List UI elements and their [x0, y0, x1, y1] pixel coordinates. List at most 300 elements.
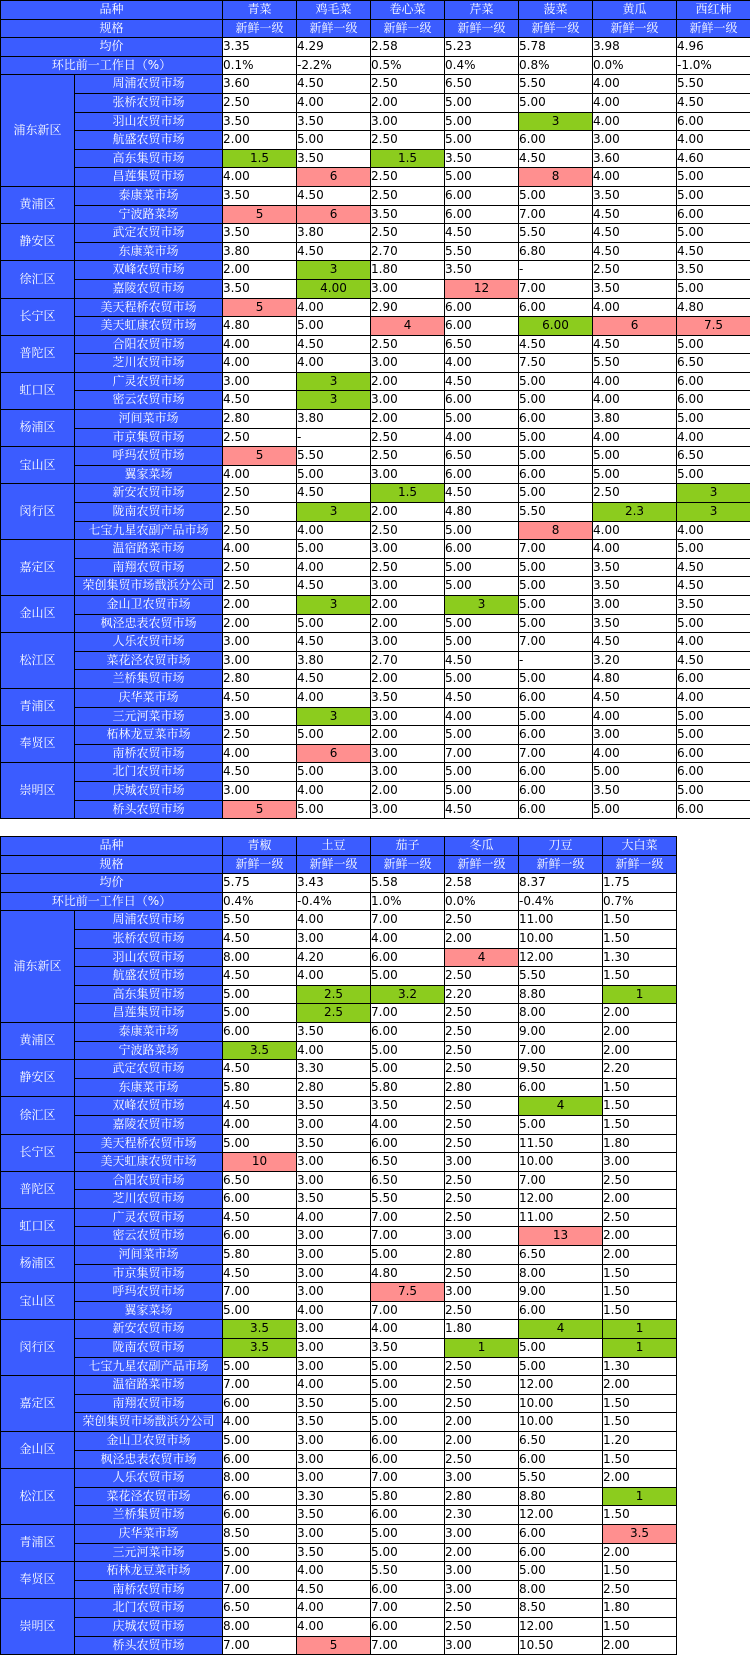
price-cell: 2.50 — [223, 726, 297, 745]
price-cell: 7.00 — [371, 911, 445, 930]
market-name: 桥头农贸市场 — [75, 1636, 223, 1655]
price-cell: 5.50 — [371, 1562, 445, 1581]
price-cell: 2.3 — [593, 503, 677, 522]
price-cell: 4.00 — [297, 1301, 371, 1320]
price-cell: 6.00 — [519, 726, 593, 745]
price-cell: 5.00 — [677, 186, 750, 205]
price-cell: 2.50 — [593, 261, 677, 280]
price-cell: 2.80 — [223, 410, 297, 429]
product-header-cell: 冬瓜 — [445, 837, 519, 856]
price-cell: 2.00 — [371, 410, 445, 429]
market-name: 河间菜市场 — [75, 410, 223, 429]
price-cell: 1.50 — [603, 1301, 677, 1320]
market-row — [1, 1543, 677, 1562]
price-cell: 6.50 — [445, 447, 519, 466]
market-row — [1, 1264, 677, 1283]
market-name: 羽山农贸市场 — [75, 112, 223, 131]
market-name: 温宿路菜市场 — [75, 1376, 223, 1395]
price-cell: 3 — [677, 484, 750, 503]
price-cell: 6.00 — [223, 1506, 297, 1525]
price-cell: 3.5 — [223, 1320, 297, 1339]
price-cell: 11.50 — [519, 1134, 603, 1153]
day-change-cell: 0.0% — [445, 892, 519, 911]
product-header-cell: 黄瓜 — [593, 1, 677, 20]
price-cell: 3.00 — [371, 112, 445, 131]
price-cell: 3.50 — [297, 1543, 371, 1562]
market-row — [1, 1432, 677, 1451]
market-name: 高东集贸市场 — [75, 985, 223, 1004]
spec-header-cell: 新鲜一级 — [593, 19, 677, 38]
market-row — [1, 1171, 677, 1190]
price-cell: 3.00 — [223, 633, 297, 652]
price-cell: 1.80 — [445, 1320, 519, 1339]
price-cell: 5.00 — [677, 707, 750, 726]
price-cell: 5.00 — [297, 465, 371, 484]
price-cell: 4 — [519, 1097, 603, 1116]
price-cell: 4.00 — [297, 298, 371, 317]
market-row — [1, 354, 750, 373]
price-cell: 5.80 — [223, 1246, 297, 1265]
price-cell: 5.00 — [519, 186, 593, 205]
price-cell: 4.50 — [677, 651, 750, 670]
district-name: 闵行区 — [1, 1320, 75, 1376]
price-cell: 3.00 — [297, 1115, 371, 1134]
price-cell: 1.50 — [603, 1413, 677, 1432]
price-cell: 4.00 — [677, 428, 750, 447]
price-cell: 5.00 — [445, 112, 519, 131]
price-cell: 3.00 — [297, 1450, 371, 1469]
market-name: 庆城农贸市场 — [75, 781, 223, 800]
price-cell: 2.50 — [223, 503, 297, 522]
price-cell: 4.00 — [593, 707, 677, 726]
price-cell: 3.00 — [593, 726, 677, 745]
market-row — [1, 205, 750, 224]
price-cell: 7.00 — [371, 1227, 445, 1246]
price-cell: 3.80 — [297, 224, 371, 243]
price-cell: 1.50 — [603, 1115, 677, 1134]
spec-header-label: 规格 — [1, 855, 223, 874]
district-name: 青浦区 — [1, 688, 75, 725]
price-cell: 4.50 — [519, 149, 593, 168]
price-cell: 6.00 — [519, 688, 593, 707]
market-name: 庆华菜市场 — [75, 688, 223, 707]
price-cell: 6.00 — [677, 372, 750, 391]
price-cell: 3.00 — [297, 1246, 371, 1265]
market-name: 兰桥集贸市场 — [75, 670, 223, 689]
price-cell: 2.00 — [371, 372, 445, 391]
price-cell: 4.00 — [593, 168, 677, 187]
market-row — [1, 1134, 677, 1153]
price-cell: 6.00 — [677, 670, 750, 689]
price-cell: 5.00 — [519, 1357, 603, 1376]
price-cell: 1.5 — [371, 484, 445, 503]
district-name: 金山区 — [1, 596, 75, 633]
price-cell: 4.00 — [297, 279, 371, 298]
price-cell: 4.80 — [445, 503, 519, 522]
average-price-cell: 1.75 — [603, 874, 677, 893]
price-cell: 6.50 — [445, 335, 519, 354]
price-cell: 6.00 — [371, 1450, 445, 1469]
price-cell: 2.00 — [603, 1376, 677, 1395]
market-row — [1, 447, 750, 466]
price-cell: 5.00 — [445, 781, 519, 800]
price-cell: 8.00 — [223, 1469, 297, 1488]
price-cell: 4.00 — [223, 540, 297, 559]
price-cell: 5.00 — [519, 447, 593, 466]
price-cell: 6.00 — [371, 1022, 445, 1041]
market-row — [1, 112, 750, 131]
price-table-1 — [0, 0, 750, 819]
price-cell: 4.00 — [677, 521, 750, 540]
market-name: 金山卫农贸市场 — [75, 1432, 223, 1451]
price-cell: 2.00 — [371, 670, 445, 689]
price-cell: 7.00 — [371, 1301, 445, 1320]
price-cell: 10.00 — [519, 929, 603, 948]
market-name: 周浦农贸市场 — [75, 911, 223, 930]
price-cell: 5.00 — [519, 707, 593, 726]
price-cell: 1 — [603, 1320, 677, 1339]
price-cell: 5.00 — [445, 614, 519, 633]
price-cell: 5.00 — [223, 1134, 297, 1153]
price-cell: 2.50 — [445, 1599, 519, 1618]
price-cell: 3.00 — [223, 372, 297, 391]
price-cell: 4.50 — [223, 688, 297, 707]
price-cell: 2.00 — [223, 614, 297, 633]
district-name: 静安区 — [1, 1060, 75, 1097]
price-cell: 3 — [297, 707, 371, 726]
district-name: 闵行区 — [1, 484, 75, 540]
average-price-cell: 8.37 — [519, 874, 603, 893]
price-cell: 3.00 — [593, 131, 677, 150]
price-cell: 8.00 — [519, 1264, 603, 1283]
market-row — [1, 670, 750, 689]
price-cell: 2.50 — [445, 1208, 519, 1227]
price-cell: - — [519, 261, 593, 280]
price-cell: 5.00 — [223, 985, 297, 1004]
price-cell: 7.00 — [519, 279, 593, 298]
average-price-cell: 5.58 — [371, 874, 445, 893]
price-cell: 6.00 — [445, 186, 519, 205]
price-cell: 3 — [297, 596, 371, 615]
price-cell: 2.50 — [371, 168, 445, 187]
price-cell: 11.00 — [519, 911, 603, 930]
price-cell: 5.00 — [371, 1524, 445, 1543]
market-row — [1, 224, 750, 243]
market-row — [1, 1320, 677, 1339]
market-name: 南翔农贸市场 — [75, 1394, 223, 1413]
price-cell: 4.00 — [223, 744, 297, 763]
market-row — [1, 707, 750, 726]
product-header-row — [1, 837, 677, 856]
average-price-cell: 3.35 — [223, 38, 297, 57]
product-header-cell: 茄子 — [371, 837, 445, 856]
district-name: 崇明区 — [1, 763, 75, 819]
market-name: 广灵农贸市场 — [75, 1208, 223, 1227]
price-cell: 13 — [519, 1227, 603, 1246]
price-cell: 1 — [603, 1487, 677, 1506]
price-cell: 2.00 — [603, 1190, 677, 1209]
price-cell: 2.50 — [223, 484, 297, 503]
price-cell: 6.00 — [677, 391, 750, 410]
price-cell: 3.00 — [371, 465, 445, 484]
price-cell: 2.00 — [603, 1246, 677, 1265]
market-name: 市京集贸市场 — [75, 1264, 223, 1283]
market-name: 合阳农贸市场 — [75, 335, 223, 354]
price-cell: 1 — [603, 1339, 677, 1358]
price-cell: 4.50 — [223, 1097, 297, 1116]
price-cell: 4.00 — [593, 744, 677, 763]
market-row — [1, 596, 750, 615]
price-cell: 3.00 — [297, 1320, 371, 1339]
price-cell: 5.00 — [371, 967, 445, 986]
price-cell: 12 — [445, 279, 519, 298]
price-cell: 3.80 — [297, 410, 371, 429]
price-cell: 2.50 — [223, 93, 297, 112]
price-cell: 6 — [297, 205, 371, 224]
price-cell: 5.00 — [593, 465, 677, 484]
price-cell: 6.00 — [677, 205, 750, 224]
price-cell: 2.50 — [371, 186, 445, 205]
market-row — [1, 1283, 677, 1302]
price-cell: 3.60 — [223, 75, 297, 94]
market-name: 东康菜市场 — [75, 242, 223, 261]
price-cell: 6.00 — [519, 800, 593, 819]
market-row — [1, 484, 750, 503]
market-name: 羽山农贸市场 — [75, 948, 223, 967]
price-cell: 2.50 — [445, 1264, 519, 1283]
price-cell: 4.50 — [593, 205, 677, 224]
price-cell: 3 — [297, 503, 371, 522]
price-cell: 5 — [223, 205, 297, 224]
price-cell: 4.50 — [593, 688, 677, 707]
price-cell: 5.00 — [519, 1339, 603, 1358]
market-row — [1, 1469, 677, 1488]
product-header-label: 品种 — [1, 837, 223, 856]
price-cell: 2.00 — [603, 1636, 677, 1655]
product-header-cell: 芹菜 — [445, 1, 519, 20]
market-name: 美天程桥农贸市场 — [75, 298, 223, 317]
price-cell: 8.00 — [519, 1004, 603, 1023]
spec-header-cell: 新鲜一级 — [223, 19, 297, 38]
price-cell: 3.50 — [371, 1339, 445, 1358]
price-cell: 4.50 — [297, 484, 371, 503]
price-cell: 6.00 — [519, 1543, 603, 1562]
market-name: 菜花泾农贸市场 — [75, 1487, 223, 1506]
district-name: 浦东新区 — [1, 75, 75, 187]
price-cell: 5.00 — [297, 317, 371, 336]
average-price-label: 均价 — [1, 874, 223, 893]
market-name: 翼家菜场 — [75, 465, 223, 484]
price-cell: 1.50 — [603, 1283, 677, 1302]
price-cell: 1.80 — [371, 261, 445, 280]
price-cell: 1.50 — [603, 1450, 677, 1469]
market-name: 宁波路菜场 — [75, 205, 223, 224]
price-cell: 4.50 — [297, 670, 371, 689]
price-cell: 9.00 — [519, 1022, 603, 1041]
product-header-cell: 土豆 — [297, 837, 371, 856]
district-name: 嘉定区 — [1, 1376, 75, 1432]
price-cell: 6.00 — [371, 1432, 445, 1451]
price-cell: 4.00 — [297, 1041, 371, 1060]
price-cell: 2.50 — [445, 1022, 519, 1041]
market-name: 双峰农贸市场 — [75, 1097, 223, 1116]
price-cell: 6.00 — [519, 410, 593, 429]
price-cell: 4.50 — [297, 242, 371, 261]
price-cell: 3.50 — [223, 279, 297, 298]
price-cell: 2.50 — [445, 1617, 519, 1636]
price-cell: 6.80 — [519, 242, 593, 261]
price-cell: 11.00 — [519, 1208, 603, 1227]
market-row — [1, 1097, 677, 1116]
price-cell: 7.00 — [519, 540, 593, 559]
market-row — [1, 985, 677, 1004]
day-change-cell: 0.0% — [593, 56, 677, 75]
district-name: 徐汇区 — [1, 261, 75, 298]
price-cell: 5.00 — [297, 131, 371, 150]
price-cell: 3.00 — [445, 1283, 519, 1302]
market-row — [1, 1487, 677, 1506]
price-cell: 3.80 — [593, 410, 677, 429]
product-header-cell: 卷心菜 — [371, 1, 445, 20]
price-cell: 12.00 — [519, 1617, 603, 1636]
market-row — [1, 503, 750, 522]
spec-header-cell: 新鲜一级 — [445, 19, 519, 38]
price-cell: 2.20 — [445, 985, 519, 1004]
spec-header-cell: 新鲜一级 — [297, 855, 371, 874]
district-name: 松江区 — [1, 1469, 75, 1525]
price-cell: 6.00 — [677, 112, 750, 131]
market-row — [1, 428, 750, 447]
market-name: 七宝九星农副产品市场 — [75, 521, 223, 540]
market-row — [1, 1636, 677, 1655]
market-row — [1, 1562, 677, 1581]
market-name: 柘林龙豆菜市场 — [75, 726, 223, 745]
price-cell: 2.00 — [371, 596, 445, 615]
price-cell: 3.00 — [371, 707, 445, 726]
price-cell: 6.00 — [677, 763, 750, 782]
district-name: 崇明区 — [1, 1599, 75, 1655]
day-change-cell: 0.7% — [603, 892, 677, 911]
average-price-label: 均价 — [1, 38, 223, 57]
price-cell: 10 — [223, 1153, 297, 1172]
market-name: 桥头农贸市场 — [75, 800, 223, 819]
average-price-row — [1, 38, 750, 57]
price-cell: 2.50 — [593, 484, 677, 503]
market-row — [1, 1208, 677, 1227]
price-cell: 5.00 — [445, 521, 519, 540]
price-cell: 4.00 — [223, 1413, 297, 1432]
district-name: 普陀区 — [1, 335, 75, 372]
spec-header-cell: 新鲜一级 — [223, 855, 297, 874]
market-name: 呼玛农贸市场 — [75, 1283, 223, 1302]
price-cell: 3.00 — [371, 800, 445, 819]
price-cell: 4.00 — [297, 93, 371, 112]
spec-header-cell: 新鲜一级 — [603, 855, 677, 874]
market-row — [1, 1376, 677, 1395]
market-row — [1, 1450, 677, 1469]
market-row — [1, 186, 750, 205]
price-cell: 2.50 — [223, 577, 297, 596]
price-cell: 2.00 — [603, 1227, 677, 1246]
price-cell: 5.00 — [297, 763, 371, 782]
price-cell: 3.00 — [297, 1432, 371, 1451]
price-cell: 1.5 — [371, 149, 445, 168]
price-cell: 1.50 — [603, 1097, 677, 1116]
price-cell: 3.50 — [223, 186, 297, 205]
price-cell: 1.50 — [603, 911, 677, 930]
price-cell: 2.50 — [445, 1450, 519, 1469]
day-change-label: 环比前一工作日（%） — [1, 892, 223, 911]
price-cell: 5.00 — [593, 800, 677, 819]
average-price-cell: 4.29 — [297, 38, 371, 57]
price-cell: 4.50 — [445, 688, 519, 707]
price-cell: 4.00 — [593, 75, 677, 94]
price-cell: 4.00 — [593, 112, 677, 131]
market-row — [1, 465, 750, 484]
price-cell: 2.00 — [223, 261, 297, 280]
price-cell: 12.00 — [519, 1506, 603, 1525]
price-cell: 6.50 — [445, 75, 519, 94]
district-name: 宝山区 — [1, 447, 75, 484]
price-cell: 3.00 — [297, 1153, 371, 1172]
price-cell: 1.50 — [603, 1506, 677, 1525]
price-cell: 5.00 — [223, 1543, 297, 1562]
price-cell: 5.00 — [519, 428, 593, 447]
price-cell: 3.80 — [223, 242, 297, 261]
market-row — [1, 131, 750, 150]
market-row — [1, 1227, 677, 1246]
price-cell: 5.80 — [371, 1078, 445, 1097]
price-cell: 7.00 — [519, 744, 593, 763]
price-cell: 8.80 — [519, 1487, 603, 1506]
price-cell: 4.00 — [677, 688, 750, 707]
price-cell: 5.00 — [297, 540, 371, 559]
price-cell: 3.5 — [223, 1041, 297, 1060]
product-header-cell: 西红柿 — [677, 1, 750, 20]
price-cell: 3 — [297, 391, 371, 410]
market-row — [1, 1190, 677, 1209]
market-row — [1, 75, 750, 94]
price-cell: 4.00 — [297, 911, 371, 930]
day-change-row — [1, 56, 750, 75]
market-name: 七宝九星农副产品市场 — [75, 1357, 223, 1376]
price-cell: 7.00 — [223, 1636, 297, 1655]
price-cell: 5.50 — [519, 1469, 603, 1488]
price-cell: 4.00 — [593, 372, 677, 391]
price-cell: 5.00 — [445, 763, 519, 782]
price-cell: 8.50 — [223, 1524, 297, 1543]
price-cell: 5.50 — [297, 447, 371, 466]
price-cell: 5.00 — [519, 484, 593, 503]
price-cell: 2.50 — [445, 1171, 519, 1190]
price-cell: 2.00 — [603, 1022, 677, 1041]
price-cell: 5.00 — [519, 372, 593, 391]
price-cell: 3.00 — [297, 929, 371, 948]
market-row — [1, 1246, 677, 1265]
price-cell: 4 — [445, 948, 519, 967]
price-cell: 2.50 — [223, 428, 297, 447]
price-cell: 3.00 — [445, 1524, 519, 1543]
price-cell: 2.50 — [603, 1171, 677, 1190]
price-cell: 9.00 — [519, 1283, 603, 1302]
price-cell: 2.50 — [371, 447, 445, 466]
price-cell: 4.50 — [445, 800, 519, 819]
market-row — [1, 688, 750, 707]
market-row — [1, 744, 750, 763]
price-cell: 5.00 — [371, 1060, 445, 1079]
district-name: 浦东新区 — [1, 911, 75, 1023]
price-cell: 3.50 — [223, 224, 297, 243]
